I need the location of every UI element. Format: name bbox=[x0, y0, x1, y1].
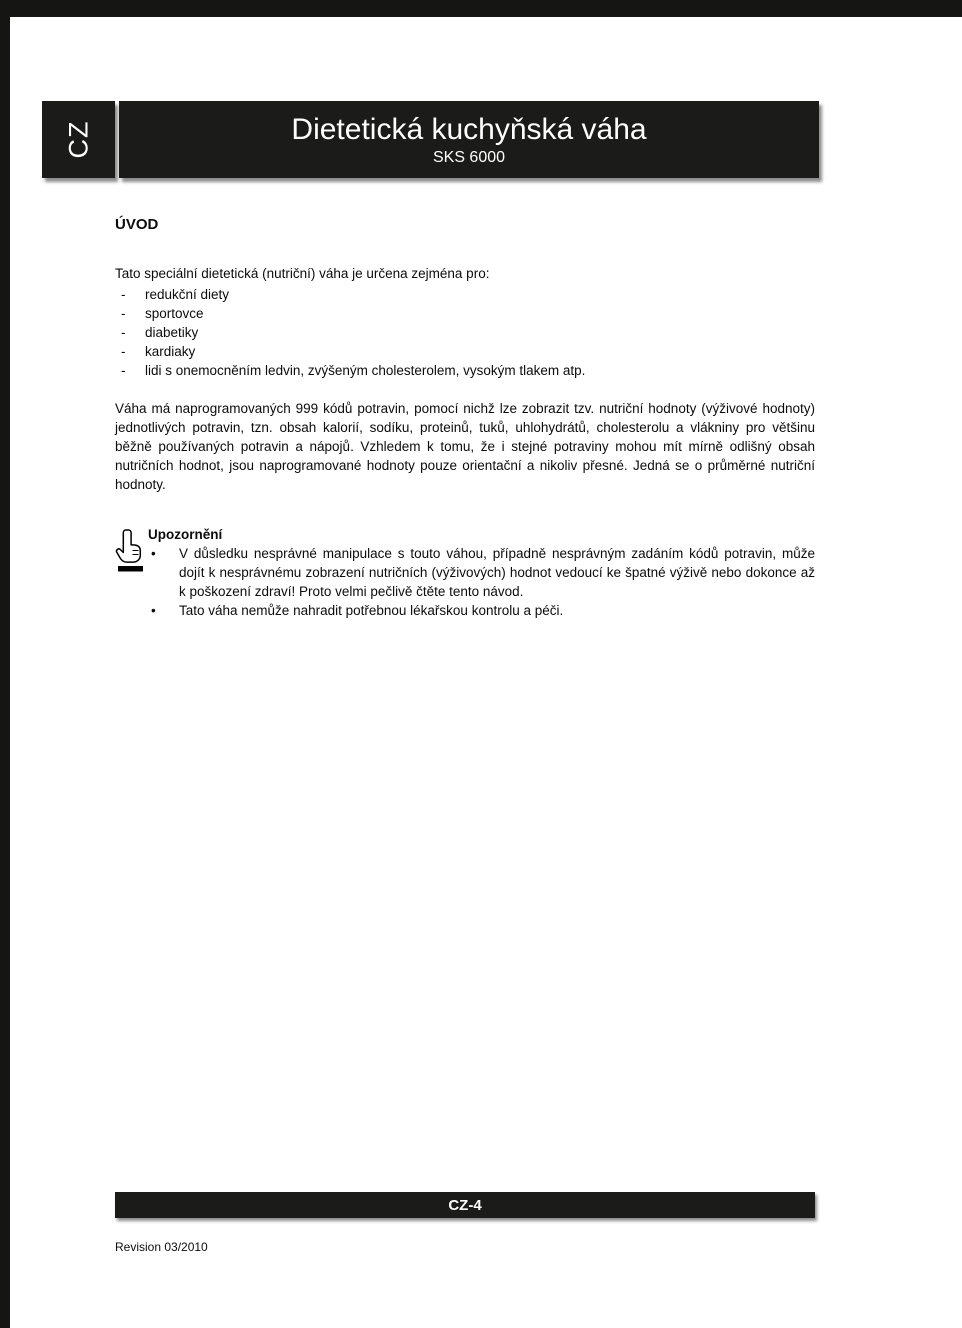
dash-marker: - bbox=[121, 287, 126, 302]
language-tab-label: CZ bbox=[63, 120, 93, 159]
list-item-text: kardiaky bbox=[145, 344, 196, 359]
list-item bbox=[115, 285, 815, 304]
warning-content bbox=[148, 525, 815, 620]
intro-paragraph: Váha má naprogramovaných 999 kódů potravin, pomocí nichž lze zobrazit tzv. nutriční hodnoty (výživové hodnoty) jednotlivých potravin, tzn. obsah kalorií, sodíku, proteinů, tuků, uhlohydrátů, cholesterolu a vlákniny pro většinu běžně používaných potravin a nápojů. Vzhledem k tomu, že i stejné potraviny mohou mít mírně odlišný obsah nutričních hodnot, jsou naprogramované hodnoty pouze orientační a nikoliv přesné. Jedná se o průměrné nutriční hodnoty. bbox=[115, 401, 815, 492]
list-item bbox=[115, 361, 815, 380]
title-bar bbox=[119, 101, 819, 178]
list-item-text: redukční diety bbox=[145, 287, 230, 302]
bullet-marker: • bbox=[151, 603, 156, 618]
dash-marker: - bbox=[121, 363, 126, 378]
list-item-text: diabetiky bbox=[145, 325, 199, 340]
language-tab bbox=[42, 101, 115, 178]
list-item-text: V důsledku nesprávné manipulace s touto váhou, případně nesprávným zadáním kódů potravin, může dojít k nesprávnému zobrazení nutričních (výživových) hodnot vedoucí ke špatné výživě nebo dokonce až k poškození zdraví! Proto velmi pečlivě čtěte tento návod. bbox=[179, 546, 815, 599]
left-border-bar bbox=[0, 0, 10, 1328]
warning-bullet-list bbox=[148, 544, 815, 620]
intro-dash-list bbox=[115, 285, 815, 380]
dash-marker: - bbox=[121, 325, 126, 340]
list-item-text: Tato váha nemůže nahradit potřebnou lékařskou kontrolu a péči. bbox=[179, 603, 564, 618]
dash-marker: - bbox=[121, 344, 126, 359]
intro-lead: Tato speciální dietetická (nutriční) váha je určena zejména pro: bbox=[115, 266, 490, 281]
warning-heading: Upozornění bbox=[148, 527, 223, 542]
list-item bbox=[115, 342, 815, 361]
revision-text: Revision 03/2010 bbox=[115, 1240, 208, 1254]
section-heading: ÚVOD bbox=[115, 216, 159, 233]
page-title: Dietetická kuchyňská váha bbox=[291, 113, 647, 146]
dash-marker: - bbox=[121, 306, 126, 321]
page-subtitle: SKS 6000 bbox=[432, 149, 506, 166]
list-item-text: lidi s onemocněním ledvin, zvýšeným cholesterolem, vysokým tlakem atp. bbox=[145, 363, 586, 378]
list-item bbox=[115, 323, 815, 342]
list-item bbox=[115, 304, 815, 323]
footer-page-label: CZ-4 bbox=[448, 1196, 482, 1214]
warning-block bbox=[115, 525, 815, 620]
footer-page-bar bbox=[115, 1192, 815, 1218]
document-body bbox=[115, 215, 815, 620]
list-item-text: sportovce bbox=[145, 306, 204, 321]
top-border-bar bbox=[0, 0, 962, 17]
bullet-marker: • bbox=[151, 546, 156, 561]
page-header bbox=[42, 101, 819, 178]
list-item bbox=[148, 544, 815, 601]
list-item bbox=[148, 601, 815, 620]
pointing-hand-icon bbox=[115, 525, 148, 620]
